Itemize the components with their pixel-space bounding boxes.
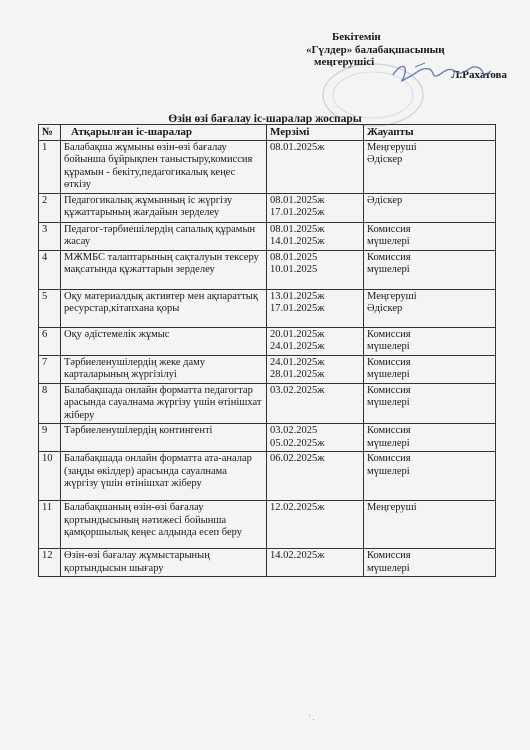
table-row [39, 289, 496, 327]
handwritten-signature [385, 57, 500, 87]
row-activity: Педагог-тәрбиешілердің сапалық құрамын жасау [61, 222, 267, 250]
row-responsible: Меңгеруші [364, 501, 496, 549]
row-activity: Оқу материалдық активтер мен ақпараттық ресурстар,кітапхана қоры [61, 289, 267, 327]
table-row [39, 383, 496, 424]
kindergarten-name: «Гүлдер» балабақшасының [306, 43, 445, 56]
table-row [39, 452, 496, 501]
header-date: Мерзімі [267, 125, 364, 141]
table-row [39, 501, 496, 549]
row-number: 8 [39, 383, 61, 424]
head-position: меңгерушісі [314, 56, 375, 68]
table-row [39, 193, 496, 222]
table-row [39, 327, 496, 355]
row-activity: Тәрбиеленушілердің контингенті [61, 424, 267, 452]
row-date: 08.01.2025ж 14.01.2025ж [267, 222, 364, 250]
row-activity: Балабақша жұмыны өзін-өзі бағалау бойынша бұйрықпен таныстыру,комиссия құрамын - бекіту,педагогикалық кеңес өткізу [61, 140, 267, 193]
row-activity: Балабақшаның өзін-өзі бағалау қортындысының нәтижесі бойынша қамқоршылық кеңес алдында есеп беру [61, 501, 267, 549]
row-date: 08.01.2025 10.01.2025 [267, 250, 364, 289]
row-date: 03.02.2025ж [267, 383, 364, 424]
row-number: 6 [39, 327, 61, 355]
approval-heading: Бекітемін [332, 31, 381, 43]
row-date: 06.02.2025ж [267, 452, 364, 501]
row-responsible: Меңгеруші Әдіскер [364, 289, 496, 327]
table-row [39, 424, 496, 452]
row-number: 4 [39, 250, 61, 289]
row-responsible: Комиссия мүшелері [364, 452, 496, 501]
header-activity: Атқарылған іс-шаралар [61, 125, 267, 141]
table-row [39, 355, 496, 383]
row-responsible: Комиссия мүшелері [364, 250, 496, 289]
row-responsible: Комиссия мүшелері [364, 424, 496, 452]
row-date: 24.01.2025ж 28.01.2025ж [267, 355, 364, 383]
header-responsible: Жауапты [364, 125, 496, 141]
row-activity: Тәрбиеленушілердің жеке даму карталарының жүргізілуі [61, 355, 267, 383]
activity-plan-table [38, 124, 496, 577]
table-header-row [39, 125, 496, 141]
row-date: 12.02.2025ж [267, 501, 364, 549]
table-row [39, 549, 496, 577]
row-number: 9 [39, 424, 61, 452]
row-date: 13.01.2025ж 17.01.2025ж [267, 289, 364, 327]
row-number: 2 [39, 193, 61, 222]
row-responsible: Комиссия мүшелері [364, 549, 496, 577]
row-activity: Балабақшада онлайн форматта ата-аналар (заңды өкілдер) арасында сауалнама жүргізу үшін өтінішхат жіберу [61, 452, 267, 501]
head-name: Л.Рахатова [451, 68, 507, 81]
row-date: 08.01.2025ж [267, 140, 364, 193]
row-activity: МЖМБС талаптарының сақталуын тексеру мақсатында құжаттарын зерделеу [61, 250, 267, 289]
row-activity: Оқу әдістемелік жұмыс [61, 327, 267, 355]
row-date: 14.02.2025ж [267, 549, 364, 577]
row-responsible: Комиссия мүшелері [364, 355, 496, 383]
table-row [39, 222, 496, 250]
plan-title: Өзін өзі бағалау іс-шаралар жоспары [168, 113, 362, 125]
row-number: 11 [39, 501, 61, 549]
table-row [39, 140, 496, 193]
row-activity: Балабақшада онлайн форматта педагогтар арасында сауалнама жүргізу үшін өтінішхат жіберу [61, 383, 267, 424]
scan-marks: ' . [309, 713, 315, 722]
row-activity: Өзін-өзі бағалау жұмыстарының қортындысын шығару [61, 549, 267, 577]
row-number: 3 [39, 222, 61, 250]
row-number: 10 [39, 452, 61, 501]
row-number: 12 [39, 549, 61, 577]
row-responsible: Комиссия мүшелері [364, 222, 496, 250]
row-activity: Педагогикалық жұмынның іс жүргізу құжаттарының жағдайын зерделеу [61, 193, 267, 222]
row-number: 7 [39, 355, 61, 383]
row-date: 03.02.2025 05.02.2025ж [267, 424, 364, 452]
row-number: 5 [39, 289, 61, 327]
row-date: 08.01.2025ж 17.01.2025ж [267, 193, 364, 222]
table-row [39, 250, 496, 289]
row-responsible: Әдіскер [364, 193, 496, 222]
row-responsible: Комиссия мүшелері [364, 327, 496, 355]
row-date: 20.01.2025ж 24.01.2025ж [267, 327, 364, 355]
row-responsible: Комиссия мүшелері [364, 383, 496, 424]
row-responsible: Меңгеруші Әдіскер [364, 140, 496, 193]
row-number: 1 [39, 140, 61, 193]
header-number: № [39, 125, 61, 141]
